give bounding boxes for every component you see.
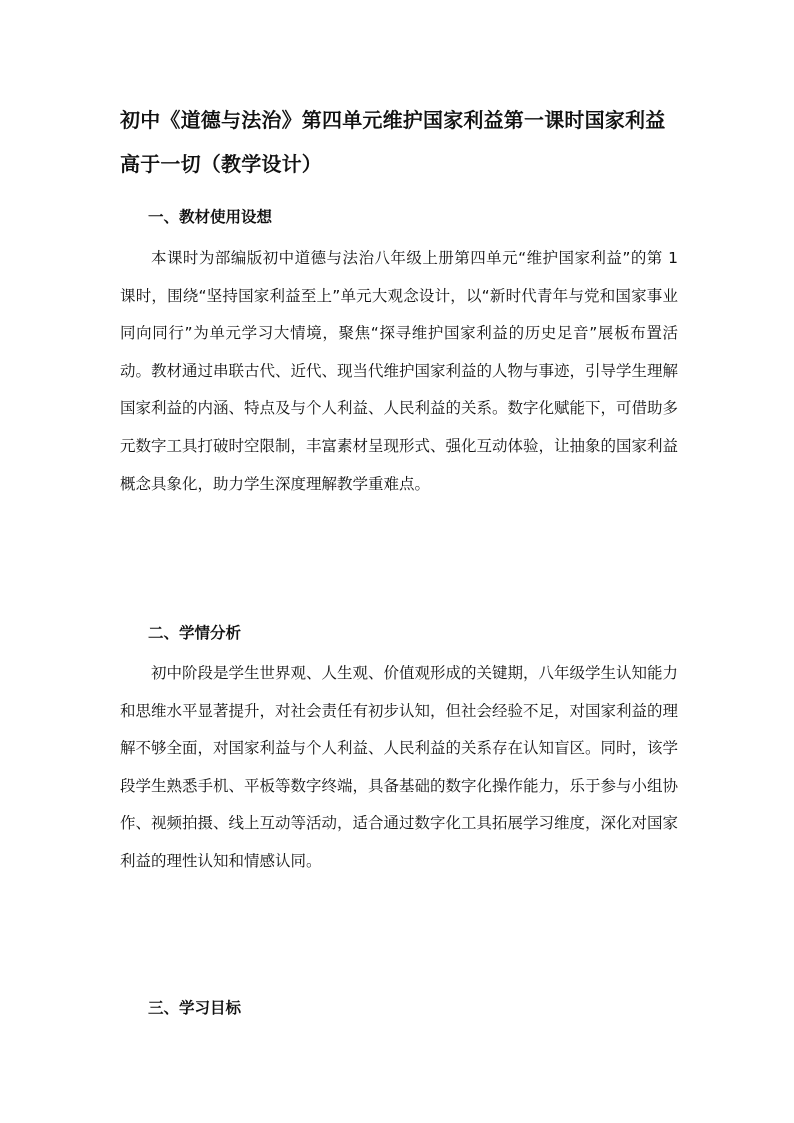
document-title: 初中《道德与法治》第四单元维护国家利益第一课时国家利益高于一切（教学设计） bbox=[120, 108, 666, 176]
section-heading-textbook-plan: 一、教材使用设想 bbox=[148, 208, 273, 226]
section-paragraph-student-analysis: 初中阶段是学生世界观、人生观、价值观形成的关键期，八年级学生认知能力和思维水平显著提升，对社会责任有初步认知，但社会经验不足，对国家利益的理解不够全面，对国家利益与个人利益、人民利益的关系存在认知盲区。同时，该学段学生熟悉手机、平板等数字终端，具备基础的数字化操作能力，乐于参与小组协作、视频拍摄、线上互动等活动，适合通过数字化工具拓展学习维度，深化对国家利益的理性认知和情感认同。 bbox=[120, 664, 679, 870]
section-heading-learning-goals: 三、学习目标 bbox=[148, 999, 242, 1017]
section-paragraph-textbook-plan: 本课时为部编版初中道德与法治八年级上册第四单元“维护国家利益”的第 1 课时，围绕“坚持国家利益至上”单元大观念设计，以“新时代青年与党和国家事业同向同行”为单元学习大情境，聚焦“探寻维护国家利益的历史足音”展板布置活动。教材通过串联古代、近代、现当代维护国家利益的人物与事迹，引导学生理解国家利益的内涵、特点及与个人利益、人民利益的关系。数字化赋能下，可借助多元数字工具打破时空限制，丰富素材呈现形式、强化互动体验，让抽象的国家利益概念具象化，助力学生深度理解教学重难点。 bbox=[120, 249, 679, 493]
section-heading-student-analysis: 二、学情分析 bbox=[148, 624, 242, 642]
